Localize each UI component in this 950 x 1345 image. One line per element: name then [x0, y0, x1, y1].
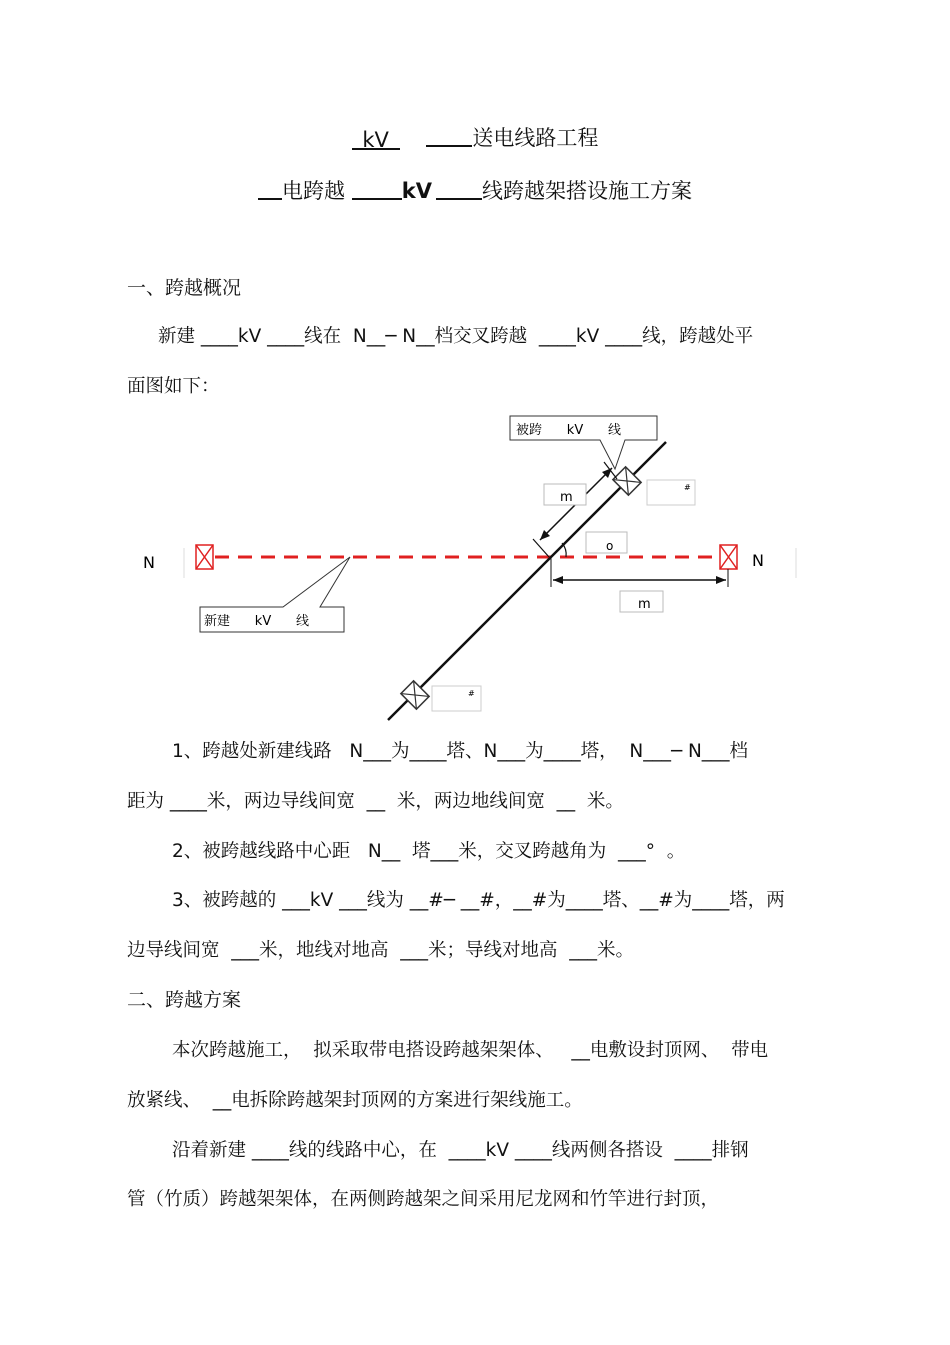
tower-right-icon: [720, 545, 737, 569]
new-line-label: 新建 kV 线: [204, 614, 310, 629]
item1-line1: 1、跨越处新建线路 N___为____塔、N___为____塔， N___─ N___档: [172, 741, 749, 762]
intro-line2: 面图如下：: [127, 376, 220, 397]
title-blank: [352, 178, 402, 200]
title-kv-bold: kV: [401, 179, 432, 203]
arrowhead: [716, 576, 726, 584]
scheme-para1-line1: 本次跨越施工， 拟采取带电搭设跨越架架体、 __电敷设封顶网、 带电: [172, 1040, 769, 1061]
tower-left-label: N: [143, 553, 155, 572]
crossing-plan-diagram: [0, 405, 950, 730]
angle-unit: o: [606, 539, 614, 553]
title-blank: [436, 178, 482, 200]
title-project: 送电线路工程: [472, 126, 599, 150]
tower-number-upper: #: [684, 483, 691, 492]
crossed-line-label: 被跨 kV 线: [516, 423, 622, 438]
title-kv: kV: [352, 128, 400, 150]
item3-line2: 边导线间宽 ___米，地线对地高 ___米；导线对地高 ___米。: [127, 940, 635, 961]
arrowhead: [553, 576, 563, 584]
distance-upper-unit: m: [560, 490, 573, 505]
tower-number-lower: #: [468, 689, 475, 698]
scheme-para2-line1: 沿着新建 ____线的线路中心，在 ____kV ____线两侧各搭设 ____排钢: [172, 1140, 749, 1161]
document-title-line1: [0, 122, 950, 152]
title-blank: [258, 178, 282, 200]
section1-heading: 一、跨越概况: [127, 277, 242, 299]
title-scheme: 线跨越架搭设施工方案: [481, 179, 692, 203]
item3-line1: 3、被跨越的 ___kV ___线为 __#─ __#，__#为____塔、__#为____塔，两: [172, 890, 785, 911]
scheme-para2-line2: 管（竹质）跨越架架体，在两侧跨越架之间采用尼龙网和竹竿进行封顶，: [127, 1189, 720, 1210]
distance-lower-unit: m: [638, 597, 651, 612]
intro-line1: 新建 ____kV ____线在 N__─ N__档交叉跨越 ____kV ____线，跨越处平: [158, 326, 754, 347]
crossed-tower-lower-icon: [401, 681, 429, 709]
document-title-line2: [0, 175, 950, 205]
scheme-para1-line2: 放紧线、 __电拆除跨越架封顶网的方案进行架线施工。: [127, 1090, 583, 1111]
tower-right-label: N: [752, 551, 764, 570]
tower-left-icon: [196, 545, 213, 569]
title-blank: [426, 125, 472, 147]
section2-heading: 二、跨越方案: [127, 989, 242, 1011]
item1-line2: 距为 ____米，两边导线间宽 __ 米，两边地线间宽 __ 米。: [127, 791, 624, 812]
title-crossing: 电跨越: [282, 179, 346, 203]
item2: 2、被跨越线路中心距 N__ 塔___米，交叉跨越角为 ___° 。: [172, 841, 686, 862]
dimension-tick: [533, 539, 549, 557]
